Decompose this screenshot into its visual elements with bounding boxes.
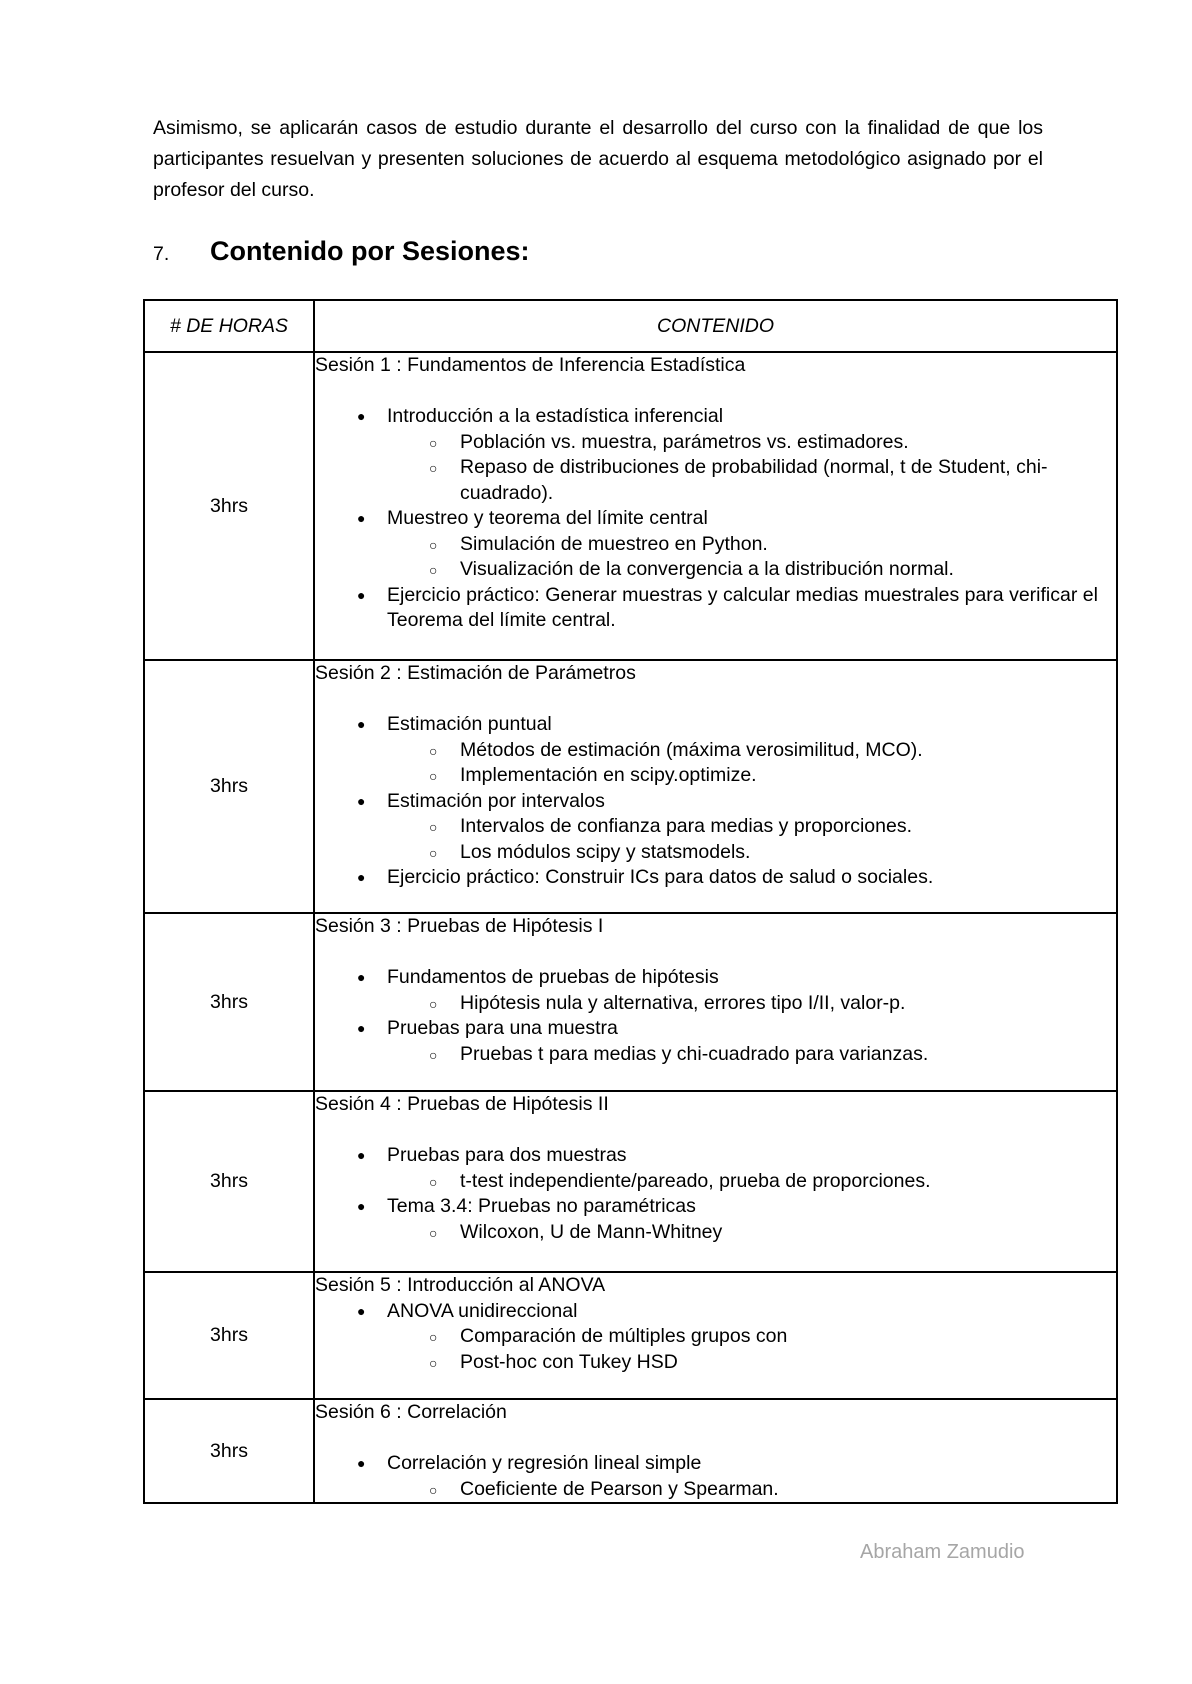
subtopic-list: [387, 1477, 1116, 1503]
hours-cell: 3hrs: [144, 1091, 314, 1272]
spacer: [315, 687, 1116, 713]
subtopic-text: Simulación de muestreo en Python.: [460, 532, 768, 555]
session-title: Sesión 1 : Fundamentos de Inferencia Estadística: [315, 354, 746, 376]
list-item: [427, 1220, 1116, 1246]
session-title: Sesión 2 : Estimación de Parámetros: [315, 662, 636, 684]
section-number: 7.: [153, 243, 170, 265]
topic-text: Estimación por intervalos: [387, 789, 605, 812]
list-item: [427, 455, 1116, 506]
list-item: [355, 506, 1116, 583]
subtopic-list: [387, 1324, 1116, 1375]
list-item: [355, 1016, 1116, 1067]
hours-cell: 3hrs: [144, 1399, 314, 1503]
hollow-bullet-icon: ○: [429, 536, 438, 553]
topic-text: Introducción a la estadística inferencial: [387, 405, 724, 427]
hollow-bullet-icon: ○: [429, 562, 438, 578]
table-row: [144, 913, 1117, 1091]
hollow-bullet-icon: ○: [429, 768, 438, 784]
section-heading: [153, 236, 530, 267]
subtopic-text: Los módulos scipy y statsmodels.: [460, 840, 751, 863]
hollow-bullet-icon: ○: [429, 1046, 438, 1063]
filled-bullet-icon: ●: [357, 1147, 366, 1163]
list-item: [355, 1194, 1116, 1245]
list-item: [427, 430, 1116, 456]
topic-list: [315, 404, 1116, 634]
filled-bullet-icon: ●: [357, 969, 366, 985]
hollow-bullet-icon: ○: [429, 1224, 438, 1241]
hollow-bullet-icon: ○: [429, 1354, 438, 1371]
sessions-table: [143, 299, 1118, 1504]
topic-list: [315, 1299, 1116, 1376]
hours-cell: 3hrs: [144, 1272, 314, 1399]
subtopic-text: Wilcoxon, U de Mann-Whitney: [460, 1220, 723, 1243]
list-item: [355, 712, 1116, 789]
header-hours: # DE HORAS: [144, 300, 314, 352]
filled-bullet-icon: ●: [357, 510, 366, 526]
list-item: [427, 1042, 1116, 1068]
list-item: [427, 814, 1116, 840]
subtopic-text: Coeficiente de Pearson y Spearman.: [460, 1477, 779, 1500]
header-content: CONTENIDO: [314, 300, 1117, 352]
table-row: [144, 1399, 1117, 1503]
list-item: [427, 557, 1116, 583]
spacer: [315, 1426, 1116, 1452]
topic-list: [315, 965, 1116, 1067]
subtopic-text: Población vs. muestra, parámetros vs. estimadores.: [460, 430, 909, 453]
hollow-bullet-icon: ○: [429, 1481, 438, 1498]
hollow-bullet-icon: ○: [429, 844, 438, 861]
hours-cell: 3hrs: [144, 913, 314, 1091]
content-cell: [314, 352, 1117, 660]
subtopic-list: [387, 532, 1116, 583]
spacer: [315, 379, 1116, 405]
topic-text: Fundamentos de pruebas de hipótesis: [387, 966, 719, 988]
topic-list: [315, 712, 1116, 891]
list-item: [427, 763, 1116, 789]
content-cell: [314, 1399, 1117, 1503]
filled-bullet-icon: ●: [357, 1198, 366, 1214]
intro-paragraph: Asimismo, se aplicarán casos de estudio durante el desarrollo del curso con la finalidad de que los participantes resuelvan y presenten soluciones de acuerdo al esquema metodológico asignado por el profesor del curso.: [153, 117, 1043, 201]
filled-bullet-icon: ●: [357, 869, 366, 885]
list-item: [427, 991, 1116, 1017]
hours-cell: 3hrs: [144, 660, 314, 913]
filled-bullet-icon: ●: [357, 792, 366, 809]
topic-text: Correlación y regresión lineal simple: [387, 1452, 702, 1474]
hours-cell: 3hrs: [144, 352, 314, 660]
list-item: [427, 532, 1116, 558]
list-item: [355, 583, 1116, 634]
filled-bullet-icon: ●: [357, 1020, 366, 1036]
filled-bullet-icon: ●: [357, 716, 366, 732]
sessions-table-body: [144, 352, 1117, 1503]
list-item: [427, 1169, 1116, 1195]
footer-author: Abraham Zamudio: [860, 1541, 1025, 1563]
table-row: [144, 1091, 1117, 1272]
subtopic-text: Pruebas t para medias y chi-cuadrado para varianzas.: [460, 1042, 929, 1065]
subtopic-text: Repaso de distribuciones de probabilidad (normal, t de Student, chi-cuadrado).: [460, 456, 1048, 504]
list-item: [427, 738, 1116, 764]
hollow-bullet-icon: ○: [429, 460, 438, 476]
subtopic-list: [387, 738, 1116, 789]
subtopic-text: Post-hoc con Tukey HSD: [460, 1350, 678, 1373]
subtopic-list: [387, 1220, 1116, 1246]
content-cell: [314, 1091, 1117, 1272]
subtopic-list: [387, 430, 1116, 507]
list-item: [355, 404, 1116, 506]
list-item: [355, 1451, 1116, 1502]
list-item: [355, 965, 1116, 1016]
topic-text: Ejercicio práctico: Construir ICs para datos de salud o sociales.: [387, 866, 934, 888]
topic-text: Estimación puntual: [387, 713, 552, 735]
topic-text: Ejercicio práctico: Generar muestras y calcular medias muestrales para verificar el Teorema del límite central.: [387, 583, 1098, 631]
topic-list: [315, 1451, 1116, 1502]
session-title: Sesión 6 : Correlación: [315, 1401, 507, 1423]
list-item: [427, 1477, 1116, 1503]
list-item: [355, 865, 1116, 891]
section-title: Contenido por Sesiones:: [210, 236, 530, 266]
topic-text: Tema 3.4: Pruebas no paramétricas: [387, 1195, 696, 1217]
filled-bullet-icon: ●: [357, 408, 366, 424]
hollow-bullet-icon: ○: [429, 1329, 438, 1345]
table-header-row: [144, 300, 1117, 352]
filled-bullet-icon: ●: [357, 586, 366, 603]
filled-bullet-icon: ●: [357, 1302, 366, 1319]
session-title: Sesión 3 : Pruebas de Hipótesis I: [315, 915, 604, 937]
subtopic-text: t-test independiente/pareado, prueba de proporciones.: [460, 1169, 931, 1192]
hollow-bullet-icon: ○: [429, 819, 438, 835]
subtopic-text: Métodos de estimación (máxima verosimilitud, MCO).: [460, 738, 923, 761]
filled-bullet-icon: ●: [357, 1455, 366, 1471]
hollow-bullet-icon: ○: [429, 434, 438, 451]
table-row: [144, 1272, 1117, 1399]
list-item: [355, 1299, 1116, 1376]
list-item: [427, 840, 1116, 866]
content-cell: [314, 1272, 1117, 1399]
spacer: [315, 940, 1116, 966]
subtopic-text: Hipótesis nula y alternativa, errores tipo I/II, valor-p.: [460, 991, 906, 1014]
table-row: [144, 660, 1117, 913]
subtopic-list: [387, 991, 1116, 1017]
content-cell: [314, 913, 1117, 1091]
subtopic-list: [387, 1042, 1116, 1068]
list-item: [355, 1143, 1116, 1194]
table-row: [144, 352, 1117, 660]
session-title: Sesión 5 : Introducción al ANOVA: [315, 1274, 606, 1296]
hollow-bullet-icon: ○: [429, 995, 438, 1012]
subtopic-text: Implementación en scipy.optimize.: [460, 764, 757, 786]
spacer: [315, 1118, 1116, 1144]
hollow-bullet-icon: ○: [429, 1173, 438, 1190]
subtopic-list: [387, 814, 1116, 865]
topic-list: [315, 1143, 1116, 1245]
hollow-bullet-icon: ○: [429, 742, 438, 759]
topic-text: ANOVA unidireccional: [387, 1299, 578, 1322]
subtopic-text: Intervalos de confianza para medias y proporciones.: [460, 815, 913, 837]
list-item: [355, 789, 1116, 866]
topic-text: Pruebas para dos muestras: [387, 1144, 627, 1166]
subtopic-text: Visualización de la convergencia a la distribución normal.: [460, 558, 954, 580]
subtopic-text: Comparación de múltiples grupos con: [460, 1325, 788, 1347]
list-item: [427, 1350, 1116, 1376]
topic-text: Pruebas para una muestra: [387, 1017, 618, 1039]
topic-text: Muestreo y teorema del límite central: [387, 507, 708, 529]
session-title: Sesión 4 : Pruebas de Hipótesis II: [315, 1093, 609, 1115]
subtopic-list: [387, 1169, 1116, 1195]
content-cell: [314, 660, 1117, 913]
list-item: [427, 1324, 1116, 1350]
